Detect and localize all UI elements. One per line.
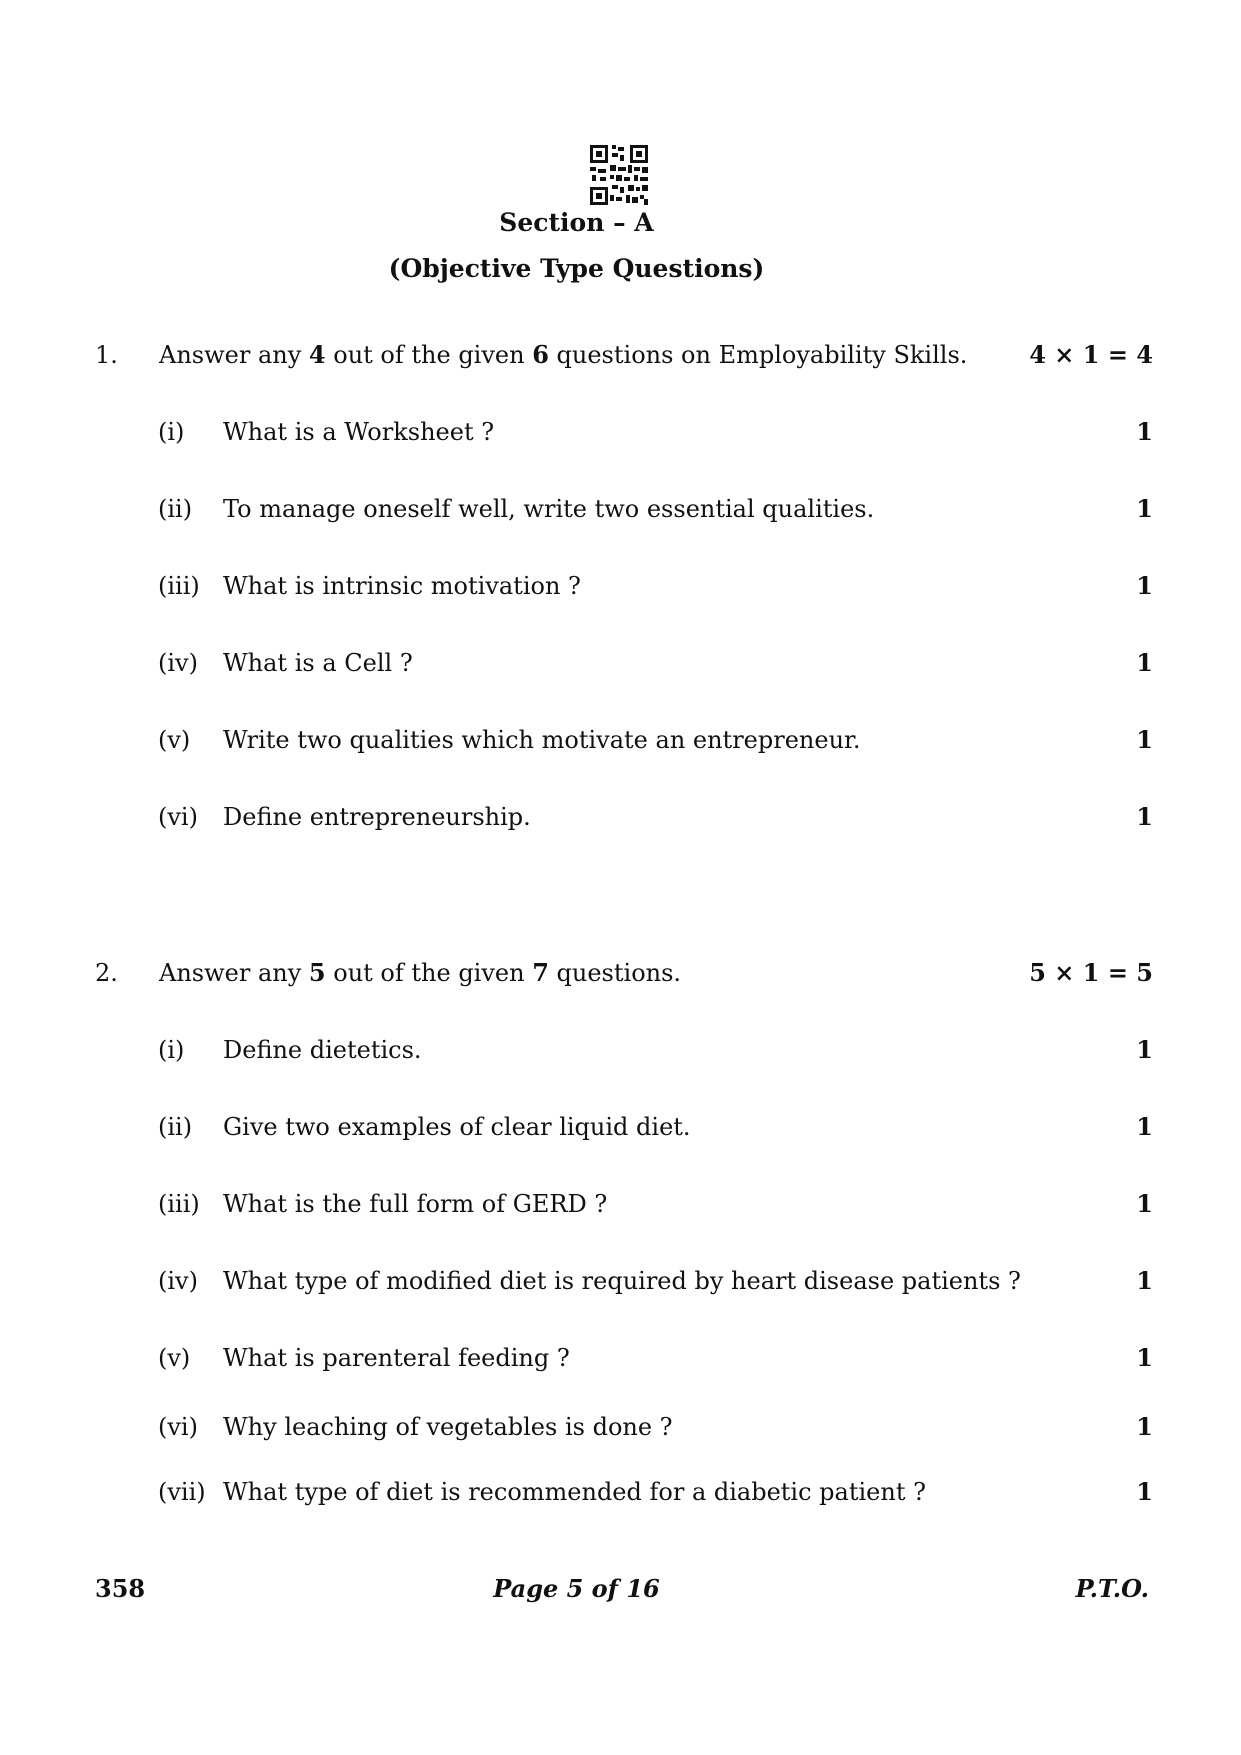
subquestion-text: What type of diet is recommended for a diabetic patient ? <box>223 1478 926 1506</box>
subquestion-marks: 1 <box>1136 1412 1153 1441</box>
subquestion-row <box>158 1340 1153 1376</box>
subquestion-marks: 1 <box>1136 1035 1153 1064</box>
subquestion-marks: 1 <box>1136 1189 1153 1218</box>
subquestion-row <box>158 568 1153 604</box>
subquestion-marks: 1 <box>1136 802 1153 831</box>
subquestion-text: Write two qualities which motivate an entrepreneur. <box>223 726 861 754</box>
subquestion-number: (vi) <box>158 803 198 831</box>
subquestion-row <box>158 645 1153 681</box>
subquestion-row <box>158 799 1153 835</box>
subquestion-text: What type of modified diet is required by heart disease patients ? <box>223 1267 1021 1295</box>
subquestion-row <box>158 722 1153 758</box>
subquestion-number: (i) <box>158 1036 185 1064</box>
subquestion-row <box>158 1263 1153 1299</box>
subquestion-marks: 1 <box>1136 571 1153 600</box>
question-1 <box>95 337 1153 373</box>
subquestion-number: (iv) <box>158 1267 198 1295</box>
subquestion-text: Give two examples of clear liquid diet. <box>223 1113 691 1141</box>
subquestion-text: What is parenteral feeding ? <box>223 1344 570 1372</box>
section-subtitle: (Objective Type Questions) <box>388 254 765 283</box>
subquestion-marks: 1 <box>1136 648 1153 677</box>
subquestion-text: What is intrinsic motivation ? <box>223 572 581 600</box>
subquestion-number: (iv) <box>158 649 198 677</box>
subquestion-marks: 1 <box>1136 1477 1153 1506</box>
subquestion-row <box>158 414 1153 450</box>
question-marks: 5 × 1 = 5 <box>1029 958 1153 987</box>
subquestion-row <box>158 1109 1153 1145</box>
subquestion-row <box>158 1186 1153 1222</box>
subquestion-number: (v) <box>158 1344 191 1372</box>
qr-code-icon <box>590 145 648 205</box>
subquestion-marks: 1 <box>1136 417 1153 446</box>
subquestion-number: (vi) <box>158 1413 198 1441</box>
subquestion-text: Why leaching of vegetables is done ? <box>223 1413 673 1441</box>
subquestion-number: (ii) <box>158 1113 193 1141</box>
subquestion-text: What is the full form of GERD ? <box>223 1190 608 1218</box>
subquestion-number: (vii) <box>158 1478 206 1506</box>
subquestion-marks: 1 <box>1136 1112 1153 1141</box>
question-marks: 4 × 1 = 4 <box>1029 340 1153 369</box>
subquestion-text: Define entrepreneurship. <box>223 803 531 831</box>
subquestion-text: What is a Cell ? <box>223 649 413 677</box>
subquestion-number: (v) <box>158 726 191 754</box>
question-instruction: Answer any 5 out of the given 7 questions. <box>159 958 682 987</box>
subquestion-marks: 1 <box>1136 494 1153 523</box>
subquestion-marks: 1 <box>1136 1266 1153 1295</box>
subquestion-text: What is a Worksheet ? <box>223 418 495 446</box>
question-2 <box>95 955 1153 991</box>
subquestion-marks: 1 <box>1136 725 1153 754</box>
subquestion-text: Define dietetics. <box>223 1036 422 1064</box>
subquestion-row <box>158 1474 1153 1510</box>
please-turn-over: P.T.O. <box>1075 1574 1149 1603</box>
page-number: Page 5 of 16 <box>493 1574 660 1603</box>
subquestion-number: (ii) <box>158 495 193 523</box>
subquestion-number: (iii) <box>158 1190 200 1218</box>
question-instruction: Answer any 4 out of the given 6 questions on Employability Skills. <box>159 340 968 369</box>
subquestion-number: (i) <box>158 418 185 446</box>
section-title: Section – A <box>499 208 654 237</box>
subquestion-row <box>158 1032 1153 1068</box>
subquestion-text: To manage oneself well, write two essential qualities. <box>223 495 875 523</box>
question-number: 2. <box>95 959 118 987</box>
subquestion-row <box>158 491 1153 527</box>
subquestion-marks: 1 <box>1136 1343 1153 1372</box>
subquestion-row <box>158 1409 1153 1445</box>
subquestion-number: (iii) <box>158 572 200 600</box>
paper-code: 358 <box>95 1574 146 1603</box>
question-number: 1. <box>95 341 118 369</box>
